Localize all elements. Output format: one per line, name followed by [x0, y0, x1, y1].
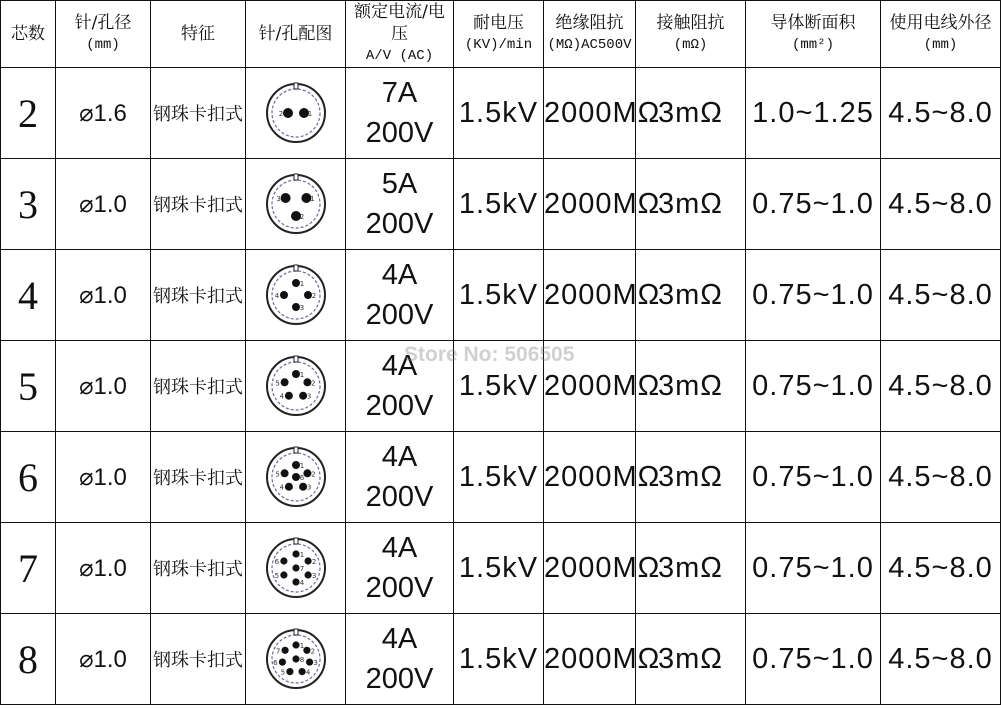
cores-cell: 3 — [1, 159, 56, 250]
connector-pin — [298, 668, 305, 675]
insulation-cell: 2000MΩ — [544, 523, 636, 614]
cores-cell: 4 — [1, 250, 56, 341]
pin-number-label: 6 — [274, 558, 279, 566]
rated-current: 4A — [381, 350, 418, 382]
pin-number-label: 1 — [299, 280, 304, 288]
connector-pin — [292, 564, 299, 571]
insulation-cell: 2000MΩ — [544, 68, 636, 159]
header-cores: 芯数 — [1, 1, 56, 68]
rated-current: 4A — [381, 532, 418, 564]
feature-cell: 钢珠卡扣式 — [151, 250, 246, 341]
rating-cell — [346, 432, 454, 523]
pin-number-label: 3 — [299, 304, 304, 312]
table-row — [1, 341, 1001, 432]
pin-diagram-cell — [246, 159, 346, 250]
pin-diagram-cell — [246, 432, 346, 523]
rating-cell — [346, 250, 454, 341]
pin-number-label: 3 — [306, 392, 311, 401]
pin-number-label: 7 — [299, 565, 304, 573]
connector-pin — [280, 571, 287, 578]
pin-number-label: 2 — [278, 110, 283, 118]
rated-current: 5A — [381, 168, 418, 200]
rating-cell — [346, 614, 454, 705]
contact-cell: 3mΩ — [636, 250, 746, 341]
header-contact: 接触阻抗 (mΩ) — [636, 1, 746, 68]
header-insulation: 绝缘阻抗 (MΩ)AC500V — [544, 1, 636, 68]
table-row — [1, 68, 1001, 159]
section-cell: 0.75~1.0 — [746, 432, 881, 523]
connector-pin — [284, 483, 292, 491]
connector-pin — [284, 392, 292, 400]
section-cell: 0.75~1.0 — [746, 250, 881, 341]
rated-current: 4A — [381, 259, 418, 291]
table-row — [1, 614, 1001, 705]
pin-diagram-cell — [246, 250, 346, 341]
pin-number-label: 4 — [299, 579, 304, 587]
pin-number-label: 5 — [274, 379, 280, 388]
withstand-cell: 1.5kV — [454, 614, 544, 705]
header-pin-diagram: 针/孔配图 — [246, 1, 346, 68]
connector-pin — [292, 550, 299, 557]
pin-number-label: 1 — [299, 551, 304, 559]
connector-key — [294, 265, 298, 271]
connector-pin — [304, 557, 311, 564]
pin-number-label: 4 — [274, 292, 279, 300]
rated-voltage: 200V — [365, 117, 434, 149]
pin-number-label: 2 — [310, 647, 315, 656]
withstand-cell: 1.5kV — [454, 341, 544, 432]
pin-number-label: 5 — [280, 668, 285, 677]
feature-cell: 钢珠卡扣式 — [151, 523, 246, 614]
pin-number-label: 2 — [310, 470, 316, 479]
header-feature: 特征 — [151, 1, 246, 68]
rated-voltage: 200V — [365, 572, 434, 604]
table-row — [1, 250, 1001, 341]
table-row — [1, 432, 1001, 523]
pin-number-label: 3 — [306, 483, 311, 492]
feature-cell: 钢珠卡扣式 — [151, 341, 246, 432]
contact-cell: 3mΩ — [636, 68, 746, 159]
pin-number-label: 1 — [307, 110, 312, 118]
section-cell: 1.0~1.25 — [746, 68, 881, 159]
header-diameter: 针/孔径 (mm) — [56, 1, 151, 68]
section-cell: 0.75~1.0 — [746, 341, 881, 432]
diameter-cell: ⌀1.0 — [56, 432, 151, 523]
section-cell: 0.75~1.0 — [746, 523, 881, 614]
section-cell: 0.75~1.0 — [746, 159, 881, 250]
feature-cell: 钢珠卡扣式 — [151, 68, 246, 159]
pin-number-label: 1 — [299, 371, 304, 379]
connector-pin-icon — [264, 536, 328, 600]
pin-number-label: 2 — [310, 379, 316, 388]
pin-number-label: 3 — [312, 659, 318, 668]
rated-voltage: 200V — [365, 299, 434, 331]
cores-cell: 6 — [1, 432, 56, 523]
connector-pin — [292, 578, 299, 585]
pin-number-label: 8 — [299, 656, 304, 664]
pin-number-label: 5 — [274, 572, 279, 580]
rated-current: 7A — [381, 77, 418, 109]
section-cell: 0.75~1.0 — [746, 614, 881, 705]
connector-pin — [280, 557, 287, 564]
connector-pin — [280, 291, 288, 299]
diameter-cell: ⌀1.0 — [56, 523, 151, 614]
feature-cell: 钢珠卡扣式 — [151, 614, 246, 705]
wire-cell: 4.5~8.0 — [881, 432, 1001, 523]
withstand-cell: 1.5kV — [454, 523, 544, 614]
rating-cell — [346, 341, 454, 432]
pin-number-label: 6 — [272, 659, 278, 668]
connector-key — [294, 447, 298, 453]
connector-key — [294, 629, 298, 635]
header-wire: 使用电线外径 (mm) — [881, 1, 1001, 68]
wire-cell: 4.5~8.0 — [881, 159, 1001, 250]
connector-pin — [280, 469, 288, 477]
header-rating: 额定电流/电压 A/V (AC) — [346, 1, 454, 68]
insulation-cell: 2000MΩ — [544, 614, 636, 705]
header-row — [1, 1, 1001, 68]
pin-number-label: 1 — [309, 195, 315, 203]
table-row — [1, 159, 1001, 250]
connector-pin — [286, 668, 293, 675]
pin-number-label: 4 — [279, 392, 284, 401]
connector-pin-icon — [264, 172, 328, 236]
pin-number-label: 7 — [275, 647, 280, 656]
rating-cell — [346, 68, 454, 159]
contact-cell: 3mΩ — [636, 341, 746, 432]
insulation-cell: 2000MΩ — [544, 250, 636, 341]
pin-number-label: 1 — [299, 462, 304, 470]
cores-cell: 7 — [1, 523, 56, 614]
header-withstand: 耐电压 (KV)/min — [454, 1, 544, 68]
contact-cell: 3mΩ — [636, 432, 746, 523]
connector-pin-icon — [264, 627, 328, 691]
feature-cell: 钢珠卡扣式 — [151, 159, 246, 250]
rated-voltage: 200V — [365, 481, 434, 513]
insulation-cell: 2000MΩ — [544, 432, 636, 523]
connector-key — [294, 83, 298, 89]
withstand-cell: 1.5kV — [454, 159, 544, 250]
pin-diagram-cell — [246, 614, 346, 705]
contact-cell: 3mΩ — [636, 614, 746, 705]
pin-diagram-cell — [246, 68, 346, 159]
connector-pin — [306, 659, 313, 666]
pin-number-label: 3 — [311, 572, 316, 580]
diameter-cell: ⌀1.0 — [56, 250, 151, 341]
watermark: Store No: 506505 — [404, 343, 575, 366]
connector-pin — [292, 641, 299, 648]
insulation-cell: 2000MΩ — [544, 159, 636, 250]
wire-cell: 4.5~8.0 — [881, 68, 1001, 159]
connector-pin — [280, 378, 288, 386]
diameter-cell: ⌀1.0 — [56, 614, 151, 705]
diameter-cell: ⌀1.0 — [56, 159, 151, 250]
cores-cell: 2 — [1, 68, 56, 159]
rated-voltage: 200V — [365, 390, 434, 422]
connector-pin — [303, 647, 310, 654]
rated-voltage: 200V — [365, 663, 434, 695]
pin-number-label: 4 — [279, 483, 284, 492]
feature-cell: 钢珠卡扣式 — [151, 432, 246, 523]
insulation-cell: 2000MΩ — [544, 341, 636, 432]
pin-diagram-cell — [246, 341, 346, 432]
rating-cell — [346, 159, 454, 250]
pin-number-label: 2 — [311, 292, 316, 300]
connector-pin — [278, 659, 285, 666]
connector-key — [294, 174, 298, 180]
pin-number-label: 6 — [299, 474, 304, 482]
wire-cell: 4.5~8.0 — [881, 250, 1001, 341]
connector-pin — [283, 108, 293, 118]
cores-cell: 8 — [1, 614, 56, 705]
connector-pin-icon — [264, 263, 328, 327]
connector-pin — [280, 193, 290, 203]
connector-pin-icon — [264, 354, 328, 418]
rated-voltage: 200V — [365, 208, 434, 240]
pin-number-label: 3 — [275, 195, 281, 203]
cores-cell: 5 — [1, 341, 56, 432]
withstand-cell: 1.5kV — [454, 68, 544, 159]
contact-cell: 3mΩ — [636, 159, 746, 250]
pin-number-label: 4 — [305, 668, 310, 677]
table-row — [1, 523, 1001, 614]
wire-cell: 4.5~8.0 — [881, 523, 1001, 614]
pin-diagram-cell — [246, 523, 346, 614]
withstand-cell: 1.5kV — [454, 432, 544, 523]
pin-number-label: 2 — [311, 558, 316, 566]
rated-current: 4A — [381, 441, 418, 473]
connector-pin-icon — [264, 445, 328, 509]
connector-pin-icon — [264, 81, 328, 145]
diameter-cell: ⌀1.0 — [56, 341, 151, 432]
header-section: 导体断面积 (mm²) — [746, 1, 881, 68]
connector-pin — [304, 571, 311, 578]
connector-pin — [292, 655, 299, 662]
rated-current: 4A — [381, 623, 418, 655]
pin-number-label: 2 — [299, 213, 304, 221]
pin-number-label: 1 — [299, 642, 304, 650]
contact-cell: 3mΩ — [636, 523, 746, 614]
withstand-cell: 1.5kV — [454, 250, 544, 341]
wire-cell: 4.5~8.0 — [881, 614, 1001, 705]
rating-cell — [346, 523, 454, 614]
connector-outer-ring — [267, 84, 325, 142]
connector-key — [294, 356, 298, 362]
connector-key — [294, 538, 298, 544]
connector-outer-ring — [267, 175, 325, 233]
diameter-cell: ⌀1.6 — [56, 68, 151, 159]
connector-pin — [281, 647, 288, 654]
pin-number-label: 5 — [274, 470, 280, 479]
wire-cell: 4.5~8.0 — [881, 341, 1001, 432]
